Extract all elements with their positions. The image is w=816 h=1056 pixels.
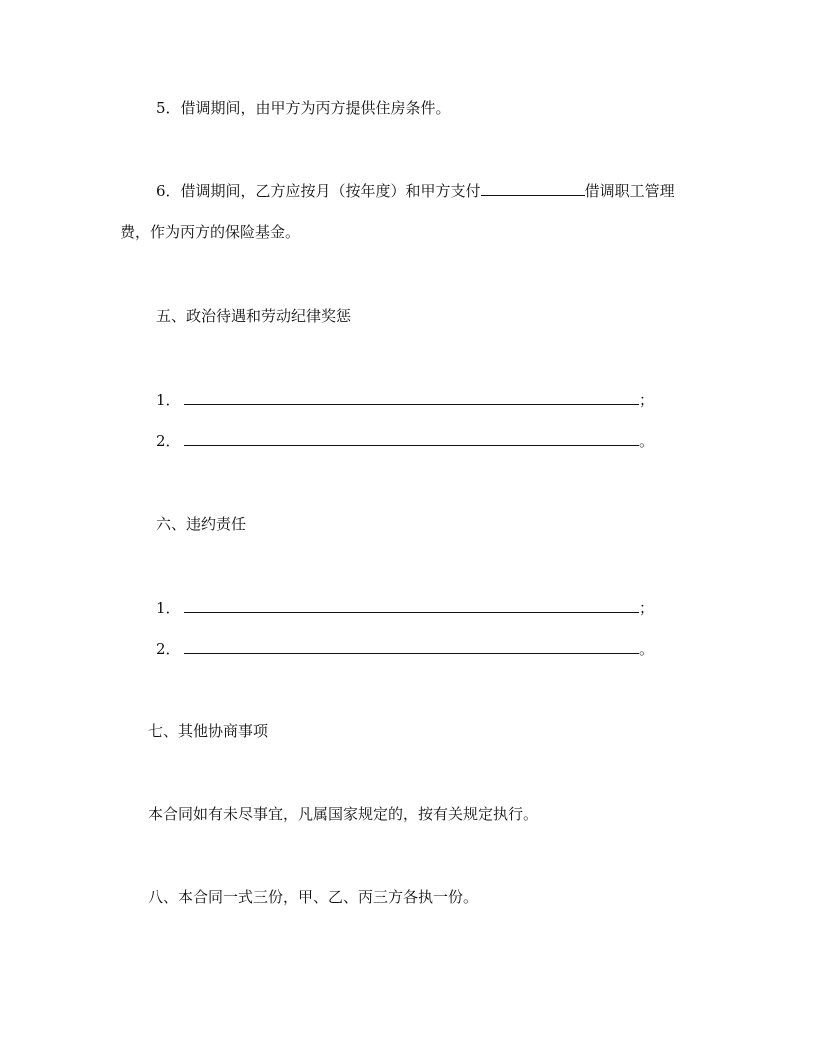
section5-line-1 [156,389,654,411]
clause-6-continuation: 费，作为丙方的保险基金。 [120,223,301,241]
section-heading-5: 五、政治待遇和劳动纪律奖惩 [156,307,352,325]
line-end-punctuation: ； [639,391,655,409]
section-heading-6: 六、违约责任 [156,515,247,533]
fill-in-blank[interactable] [481,180,585,196]
section6-line-2 [156,638,654,660]
section5-line-2 [156,430,654,452]
clause-number: 5． [156,99,181,117]
section6-line-1 [156,597,654,619]
fill-in-blank[interactable] [184,597,639,613]
fill-in-blank[interactable] [184,430,639,446]
clause-6 [156,180,675,202]
line-end-punctuation: 。 [639,432,655,450]
section-heading-8: 八、本合同一式三份，甲、乙、丙三方各执一份。 [148,888,479,906]
line-end-punctuation: 。 [639,640,655,658]
line-number: 2． [156,640,181,658]
clause-text: 借调期间，由甲方为丙方提供住房条件。 [180,99,451,117]
clause-text-after-blank: 借调职工管理 [584,182,675,200]
line-number: 1． [156,391,181,409]
clause-number: 6． [156,182,181,200]
fill-in-blank[interactable] [184,638,639,654]
line-number: 1． [156,599,181,617]
clause-text: 借调期间，乙方应按月（按年度）和甲方支付 [180,182,481,200]
line-end-punctuation: ； [639,599,655,617]
line-number: 2． [156,432,181,450]
section-heading-7: 七、其他协商事项 [148,722,269,740]
section7-body: 本合同如有未尽事宜，凡属国家规定的，按有关规定执行。 [148,805,539,823]
fill-in-blank[interactable] [184,389,639,405]
clause-5 [156,97,451,119]
